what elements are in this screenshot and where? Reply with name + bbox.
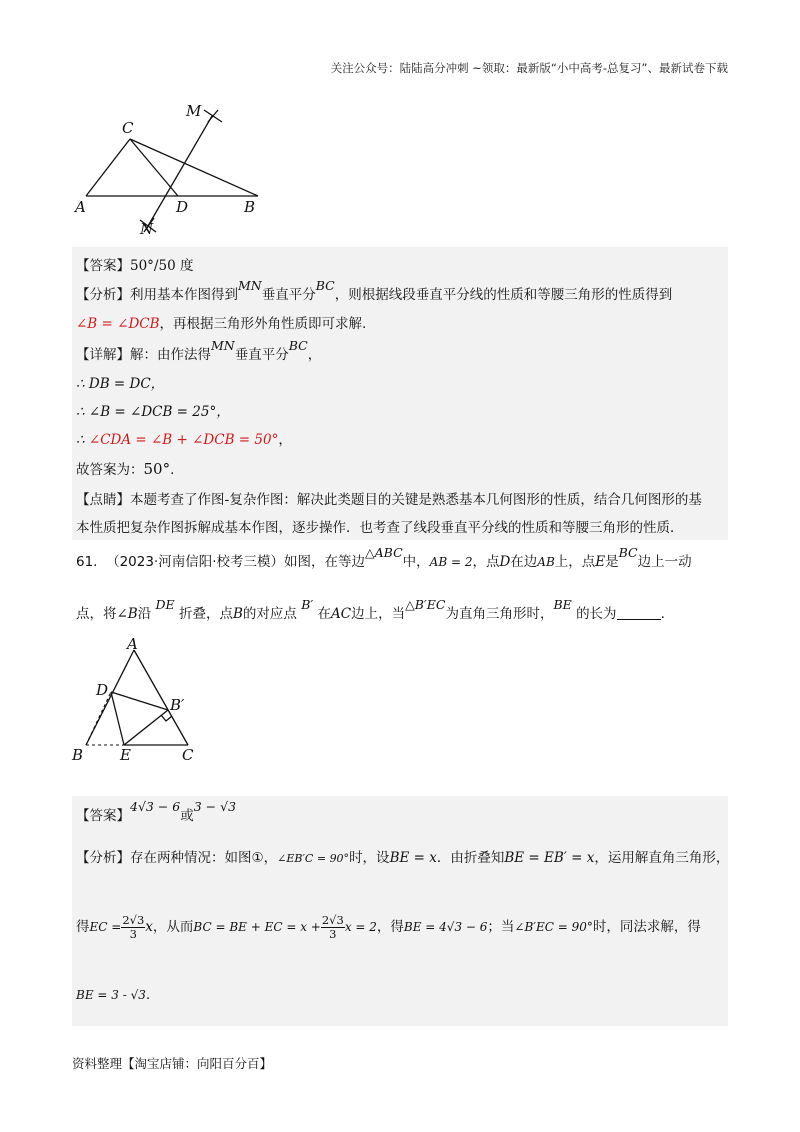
analysis-line-2a (76, 848, 729, 869)
math-ec-lhs: EC = (89, 920, 122, 934)
label-C: C (122, 119, 134, 137)
detail-step-3 (76, 430, 292, 450)
answer-value-1: 4√3 − 6 (130, 799, 181, 814)
math-be-x: BE = x (389, 850, 437, 866)
answer-blank (617, 605, 661, 620)
math-bc: BC (315, 278, 335, 293)
math-bc-equation: BC = BE + EC = x + (193, 920, 321, 934)
fraction-denominator: 3 (129, 926, 137, 941)
math-b-prime: B′ (301, 597, 314, 612)
math-triangle-bprime-ec: △B′EC (405, 597, 446, 612)
final-answer-line (76, 459, 174, 480)
fraction-2sqrt3-over-3 (321, 914, 345, 941)
math-x: x (145, 919, 153, 935)
answer-line-1 (76, 256, 193, 276)
label-B-prime: B′ (170, 696, 185, 714)
question-text: 边上一动 (637, 554, 692, 570)
question-text: 如图，在等边 (284, 554, 366, 570)
solution-block-2 (72, 796, 728, 1026)
analysis-text: ．由折叠知 (436, 850, 505, 866)
detail-line-1 (76, 338, 322, 365)
question-text: 是 (605, 554, 619, 570)
label-D: D (176, 198, 189, 216)
math-condition-2: ∠B′EC = 90° (514, 920, 593, 934)
math-d: D (499, 554, 511, 570)
question-text: 为直角三角形时， (445, 606, 554, 622)
math-ac: AC (331, 606, 352, 622)
header-note: 关注公众号：陆陆高分冲刺 ~领取：最新版“小中高考-总复习”、最新试卷下载 (330, 61, 728, 75)
comment-line-2: 本性质把复杂作图拆解成基本作图，逐步操作．也考查了线段垂直平分线的性质和等腰三角形的性质． (76, 520, 684, 536)
label-A: A (75, 198, 86, 216)
math-equals-2: x = 2 (344, 920, 377, 934)
detail-text: 垂直平分 (234, 347, 289, 363)
analysis-text: 利用基本作图得到 (130, 287, 238, 303)
question-text: ，点 (472, 554, 500, 570)
question-61-line-1 (76, 545, 692, 572)
question-text: 的长为 (576, 606, 617, 622)
analysis-text: 时，同法求解，得 (592, 919, 701, 935)
analysis-line-2c (76, 985, 150, 1005)
comment-line-1 (76, 490, 702, 510)
comment-text: 本题考查了作图-复杂作图：解决此类题目的关键是熟悉基本几何图形的性质，结合几何图形的基 (130, 492, 702, 508)
answer-line-2 (76, 799, 237, 826)
question-text: 沿 (137, 606, 152, 622)
analysis-line-1a (76, 278, 673, 305)
fraction-2sqrt3-over-3 (121, 914, 145, 941)
analysis-tag: 【分析】 (76, 287, 130, 303)
figure-perpendicular-bisector (72, 96, 282, 246)
answer-value: 50°/50 度 (130, 258, 194, 274)
question-source: （2023·河南信阳·校考三模） (106, 554, 285, 570)
analysis-text: ；当 (487, 919, 515, 935)
analysis-text: 时，设 (349, 850, 390, 866)
label-E: E (120, 746, 131, 764)
detail-text: ， (307, 347, 322, 363)
answer-value-2: 3 − √3 (193, 799, 237, 814)
detail-step-1: ∴ DB = DC， (76, 376, 165, 392)
math-e: E (595, 554, 606, 570)
answer-tag: 【答案】 (76, 258, 130, 274)
analysis-line-1b (76, 314, 366, 334)
question-number: 61. (76, 554, 98, 570)
math-red-equation: ∠CDA = ∠B + ∠DCB = 50° (88, 432, 279, 448)
analysis-text: ，从而 (152, 919, 194, 935)
question-61-line-2 (76, 597, 665, 624)
final-value: 50° (143, 460, 171, 478)
therefore-symbol: ∴ (76, 432, 89, 448)
footer-source: 资料整理【淘宝店铺：向阳百分百】 (72, 1056, 273, 1071)
analysis-text: ，得 (376, 919, 404, 935)
math-mn: MN (211, 338, 235, 353)
analysis-text: 存在两种情况：如图①， (130, 850, 278, 866)
math-b: B (232, 606, 243, 622)
analysis-tag: 【分析】 (76, 850, 130, 866)
detail-step-2: ∴ ∠B = ∠DCB = 25°， (76, 404, 230, 420)
question-text: 在 (317, 606, 332, 622)
question-text: 折叠，点 (178, 606, 233, 622)
question-text: 边上，当 (351, 606, 406, 622)
question-text: . (660, 606, 665, 622)
math-ab: AB (537, 555, 555, 569)
question-text: 点，将 (76, 606, 117, 622)
math-angle-b: ∠B (116, 606, 138, 622)
math-bc: BC (618, 545, 638, 560)
question-text: 的对应点 (242, 606, 297, 622)
fraction-numerator: 2√3 (122, 912, 145, 927)
analysis-text: ，运用解直角三角形， (594, 850, 730, 866)
analysis-text: . (145, 987, 151, 1003)
comment-tag: 【点睛】 (76, 492, 130, 508)
fraction-denominator: 3 (329, 926, 337, 941)
math-fold-equation: BE = EB′ = x (504, 850, 595, 866)
analysis-text: ，则根据线段垂直平分线的性质和等腰三角形的性质得到 (334, 287, 673, 303)
math-ab-equals: AB = 2 (429, 555, 473, 569)
math-be: BE (553, 597, 572, 612)
math-bc: BC (288, 338, 308, 353)
math-de: DE (155, 597, 175, 612)
label-D: D (96, 681, 109, 699)
label-B: B (72, 746, 84, 764)
label-M: M (186, 102, 202, 120)
analysis-text: 得 (76, 919, 90, 935)
analysis-text: 垂直平分 (261, 287, 316, 303)
answer-or: 或 (180, 808, 194, 824)
detail-text: 解：由作法得 (130, 347, 211, 363)
label-C: C (182, 746, 194, 764)
figure-folded-triangle (64, 636, 214, 766)
label-N: N (140, 220, 154, 238)
math-condition-1: ∠EB′C = 90° (277, 852, 350, 865)
question-text: 上，点 (554, 554, 596, 570)
final-prefix: 故答案为： (76, 462, 144, 478)
detail-tag: 【详解】 (76, 347, 130, 363)
analysis-text: ，再根据三角形外角性质即可求解. (159, 316, 367, 332)
question-text: 中， (402, 554, 430, 570)
final-suffix: . (170, 462, 175, 478)
math-be-value: BE = 4√3 − 6 (403, 920, 488, 934)
label-A: A (127, 636, 138, 653)
math-mn: MN (238, 278, 262, 293)
math-red-equation: ∠B = ∠DCB (76, 316, 160, 332)
label-B: B (244, 198, 256, 216)
analysis-line-2b (76, 912, 701, 942)
answer-tag: 【答案】 (76, 808, 130, 824)
math-be-alt-value: BE = 3 - √3 (76, 988, 146, 1002)
detail-text: ， (278, 432, 292, 448)
question-text: 在边 (510, 554, 538, 570)
math-triangle-abc: △ABC (365, 545, 403, 560)
fraction-numerator: 2√3 (321, 912, 344, 927)
